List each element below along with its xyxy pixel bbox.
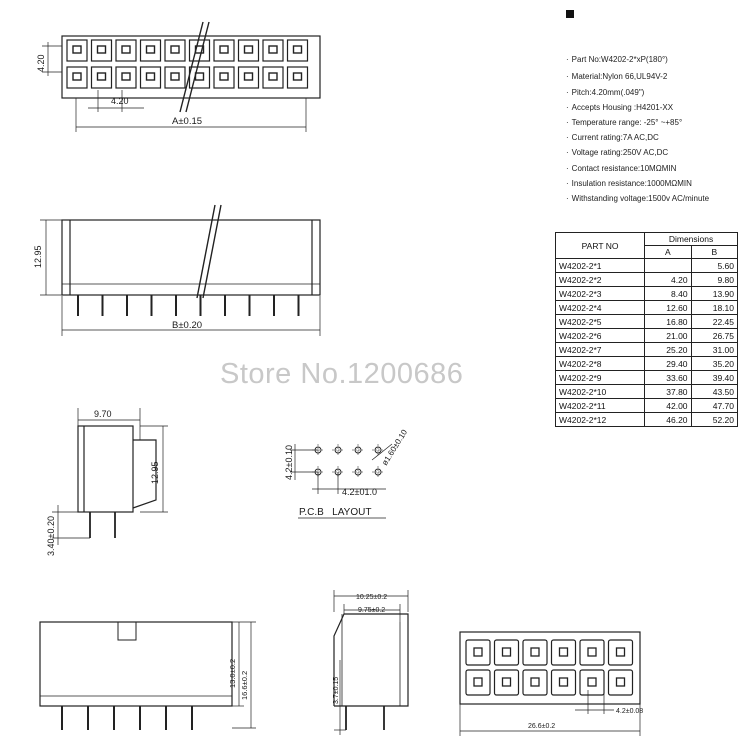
front-length-label: B±0.20 — [172, 320, 203, 331]
side-width-label: 9.70 — [94, 409, 112, 419]
top-length-label: A±0.15 — [172, 116, 203, 127]
pcb-hole-label: ø1.60±0.10 — [380, 428, 410, 468]
spec-item: · Contact resistance:10MΩMIN — [566, 164, 677, 173]
terminal — [220, 73, 228, 80]
col-a-header: A — [645, 246, 691, 259]
cavity — [239, 67, 259, 88]
spec-item: · Voltage rating:250V AC,DC — [566, 148, 669, 157]
b-cell: 47.70 — [691, 399, 737, 413]
table-row — [556, 259, 738, 273]
terminal — [560, 648, 568, 656]
pcb-pitch-h-label: 4.2±01.0 — [342, 487, 377, 497]
cavity — [288, 67, 308, 88]
side-view-body — [78, 426, 133, 512]
bottom-top-body — [460, 632, 640, 704]
a-cell — [645, 259, 691, 273]
b-cell: 26.75 — [691, 329, 737, 343]
front-view-pins — [78, 295, 299, 316]
pcb-pitch-v-label: 4.2±0.10 — [284, 445, 294, 480]
cavity — [552, 640, 576, 665]
part-cell: W4202-2*11 — [556, 399, 645, 413]
table-row — [556, 315, 738, 329]
cavity — [495, 670, 519, 695]
cavity — [214, 40, 234, 61]
terminal — [588, 648, 596, 656]
a-cell: 46.20 — [645, 413, 691, 427]
terminal — [474, 648, 482, 656]
b-cell: 39.40 — [691, 371, 737, 385]
a-cell: 42.00 — [645, 399, 691, 413]
a-cell: 16.80 — [645, 315, 691, 329]
part-cell: W4202-2*3 — [556, 287, 645, 301]
bottom-top-cavities — [466, 640, 633, 695]
b-cell: 52.20 — [691, 413, 737, 427]
cavity — [466, 640, 490, 665]
part-cell: W4202-2*10 — [556, 385, 645, 399]
cavity — [67, 40, 87, 61]
top-pitch-h-label: 4.20 — [111, 96, 129, 106]
table-row — [556, 371, 738, 385]
top-pitch-v-label: 4.20 — [36, 54, 46, 72]
dimensions-header: Dimensions — [645, 233, 738, 246]
spec-item: · Current rating:7A AC,DC — [566, 133, 659, 142]
table-row — [556, 329, 738, 343]
terminal — [294, 73, 302, 80]
cavity — [116, 67, 136, 88]
terminal — [503, 678, 511, 686]
a-cell: 4.20 — [645, 273, 691, 287]
terminal — [588, 678, 596, 686]
terminal — [196, 73, 204, 80]
cavity — [239, 40, 259, 61]
terminal — [531, 678, 539, 686]
bottom-side-outer-label: 10.25±0.2 — [356, 594, 388, 601]
table-row — [556, 273, 738, 287]
table-row — [556, 357, 738, 371]
cavity — [466, 670, 490, 695]
b-cell: 13.90 — [691, 287, 737, 301]
pcb-layout-title: P.C.B LAYOUT — [299, 507, 372, 518]
table-row — [556, 385, 738, 399]
a-cell: 21.00 — [645, 329, 691, 343]
terminal — [269, 73, 277, 80]
spec-item: · Temperature range: -25° ~+85° — [566, 118, 683, 127]
a-cell: 37.80 — [645, 385, 691, 399]
front-height-label: 12.95 — [33, 245, 43, 268]
spec-item: · Pitch:4.20mm(.049") — [566, 88, 645, 97]
table-row — [556, 287, 738, 301]
part-cell: W4202-2*6 — [556, 329, 645, 343]
cavity — [92, 67, 112, 88]
a-cell: 33.60 — [645, 371, 691, 385]
cavity — [214, 67, 234, 88]
store-watermark: Store No.1200686 — [220, 358, 464, 390]
terminal — [171, 73, 179, 80]
terminal — [122, 46, 130, 53]
b-cell: 22.45 — [691, 315, 737, 329]
terminal — [147, 73, 155, 80]
cavity — [609, 640, 633, 665]
a-cell: 12.60 — [645, 301, 691, 315]
a-cell: 29.40 — [645, 357, 691, 371]
spec-item: · Insulation resistance:1000MΩMIN — [566, 179, 692, 188]
bottom-front-pins — [62, 706, 192, 730]
cavity — [288, 40, 308, 61]
spec-item: · Accepts Housing :H4201-XX — [566, 103, 674, 112]
terminal — [98, 46, 106, 53]
cavity — [580, 670, 604, 695]
cavity — [67, 67, 87, 88]
terminal — [220, 46, 228, 53]
b-cell: 9.80 — [691, 273, 737, 287]
terminal — [474, 678, 482, 686]
part-cell: W4202-2*4 — [556, 301, 645, 315]
cavity — [263, 67, 283, 88]
header-square-icon — [566, 10, 574, 18]
part-cell: W4202-2*9 — [556, 371, 645, 385]
cavity — [141, 67, 161, 88]
bottom-front-total-label: 16.6±0.2 — [240, 670, 249, 700]
part-cell: W4202-2*12 — [556, 413, 645, 427]
b-cell: 43.50 — [691, 385, 737, 399]
bottom-front-body-label: 13.0±0.2 — [228, 658, 237, 688]
part-cell: W4202-2*8 — [556, 357, 645, 371]
bottom-side-pin-label: 3.7±0.15 — [333, 676, 340, 704]
bottom-top-pitch-label: 4.2±0.08 — [616, 708, 644, 715]
cavity — [116, 40, 136, 61]
pcb-holes — [312, 444, 384, 478]
side-height-label: 12.95 — [150, 461, 160, 484]
table-row — [556, 399, 738, 413]
terminal — [617, 678, 625, 686]
part-cell: W4202-2*1 — [556, 259, 645, 273]
terminal — [617, 648, 625, 656]
cavity — [165, 40, 185, 61]
terminal — [269, 46, 277, 53]
b-cell: 18.10 — [691, 301, 737, 315]
top-view-cavities — [67, 40, 308, 88]
bottom-side-inner-label: 9.75±0.2 — [358, 607, 386, 614]
part-cell: W4202-2*7 — [556, 343, 645, 357]
terminal — [531, 648, 539, 656]
part-cell: W4202-2*2 — [556, 273, 645, 287]
part-no-header: PART NO — [556, 233, 645, 259]
bottom-top-view — [460, 632, 640, 736]
terminal — [245, 46, 253, 53]
side-pin-label: 3.40±0.20 — [46, 516, 56, 556]
terminal — [503, 648, 511, 656]
table-row — [556, 413, 738, 427]
spec-item: · Part No:W4202-2*xP(180°) — [566, 55, 668, 64]
terminal — [122, 73, 130, 80]
terminal — [560, 678, 568, 686]
table-row — [556, 301, 738, 315]
cavity — [552, 670, 576, 695]
cavity — [165, 67, 185, 88]
spec-item: · Withstanding voltage:1500v AC/minute — [566, 194, 710, 203]
table-row — [556, 343, 738, 357]
terminal — [73, 73, 81, 80]
b-cell: 35.20 — [691, 357, 737, 371]
a-cell: 25.20 — [645, 343, 691, 357]
b-cell: 5.60 — [691, 259, 737, 273]
terminal — [171, 46, 179, 53]
b-cell: 31.00 — [691, 343, 737, 357]
cavity — [609, 670, 633, 695]
bottom-front-view — [40, 622, 256, 730]
terminal — [73, 46, 81, 53]
bottom-top-length-label: 26.6±0.2 — [528, 723, 556, 730]
terminal — [98, 73, 106, 80]
a-cell: 8.40 — [645, 287, 691, 301]
part-cell: W4202-2*5 — [556, 315, 645, 329]
cavity — [523, 640, 547, 665]
cavity — [580, 640, 604, 665]
front-view — [40, 205, 320, 336]
dimensions-table — [555, 232, 738, 427]
terminal — [147, 46, 155, 53]
cavity — [495, 640, 519, 665]
terminal — [294, 46, 302, 53]
cavity — [523, 670, 547, 695]
cavity — [92, 40, 112, 61]
cavity — [263, 40, 283, 61]
col-b-header: B — [691, 246, 737, 259]
spec-item: · Material:Nylon 66,UL94V-2 — [566, 72, 668, 81]
terminal — [245, 73, 253, 80]
cavity — [141, 40, 161, 61]
